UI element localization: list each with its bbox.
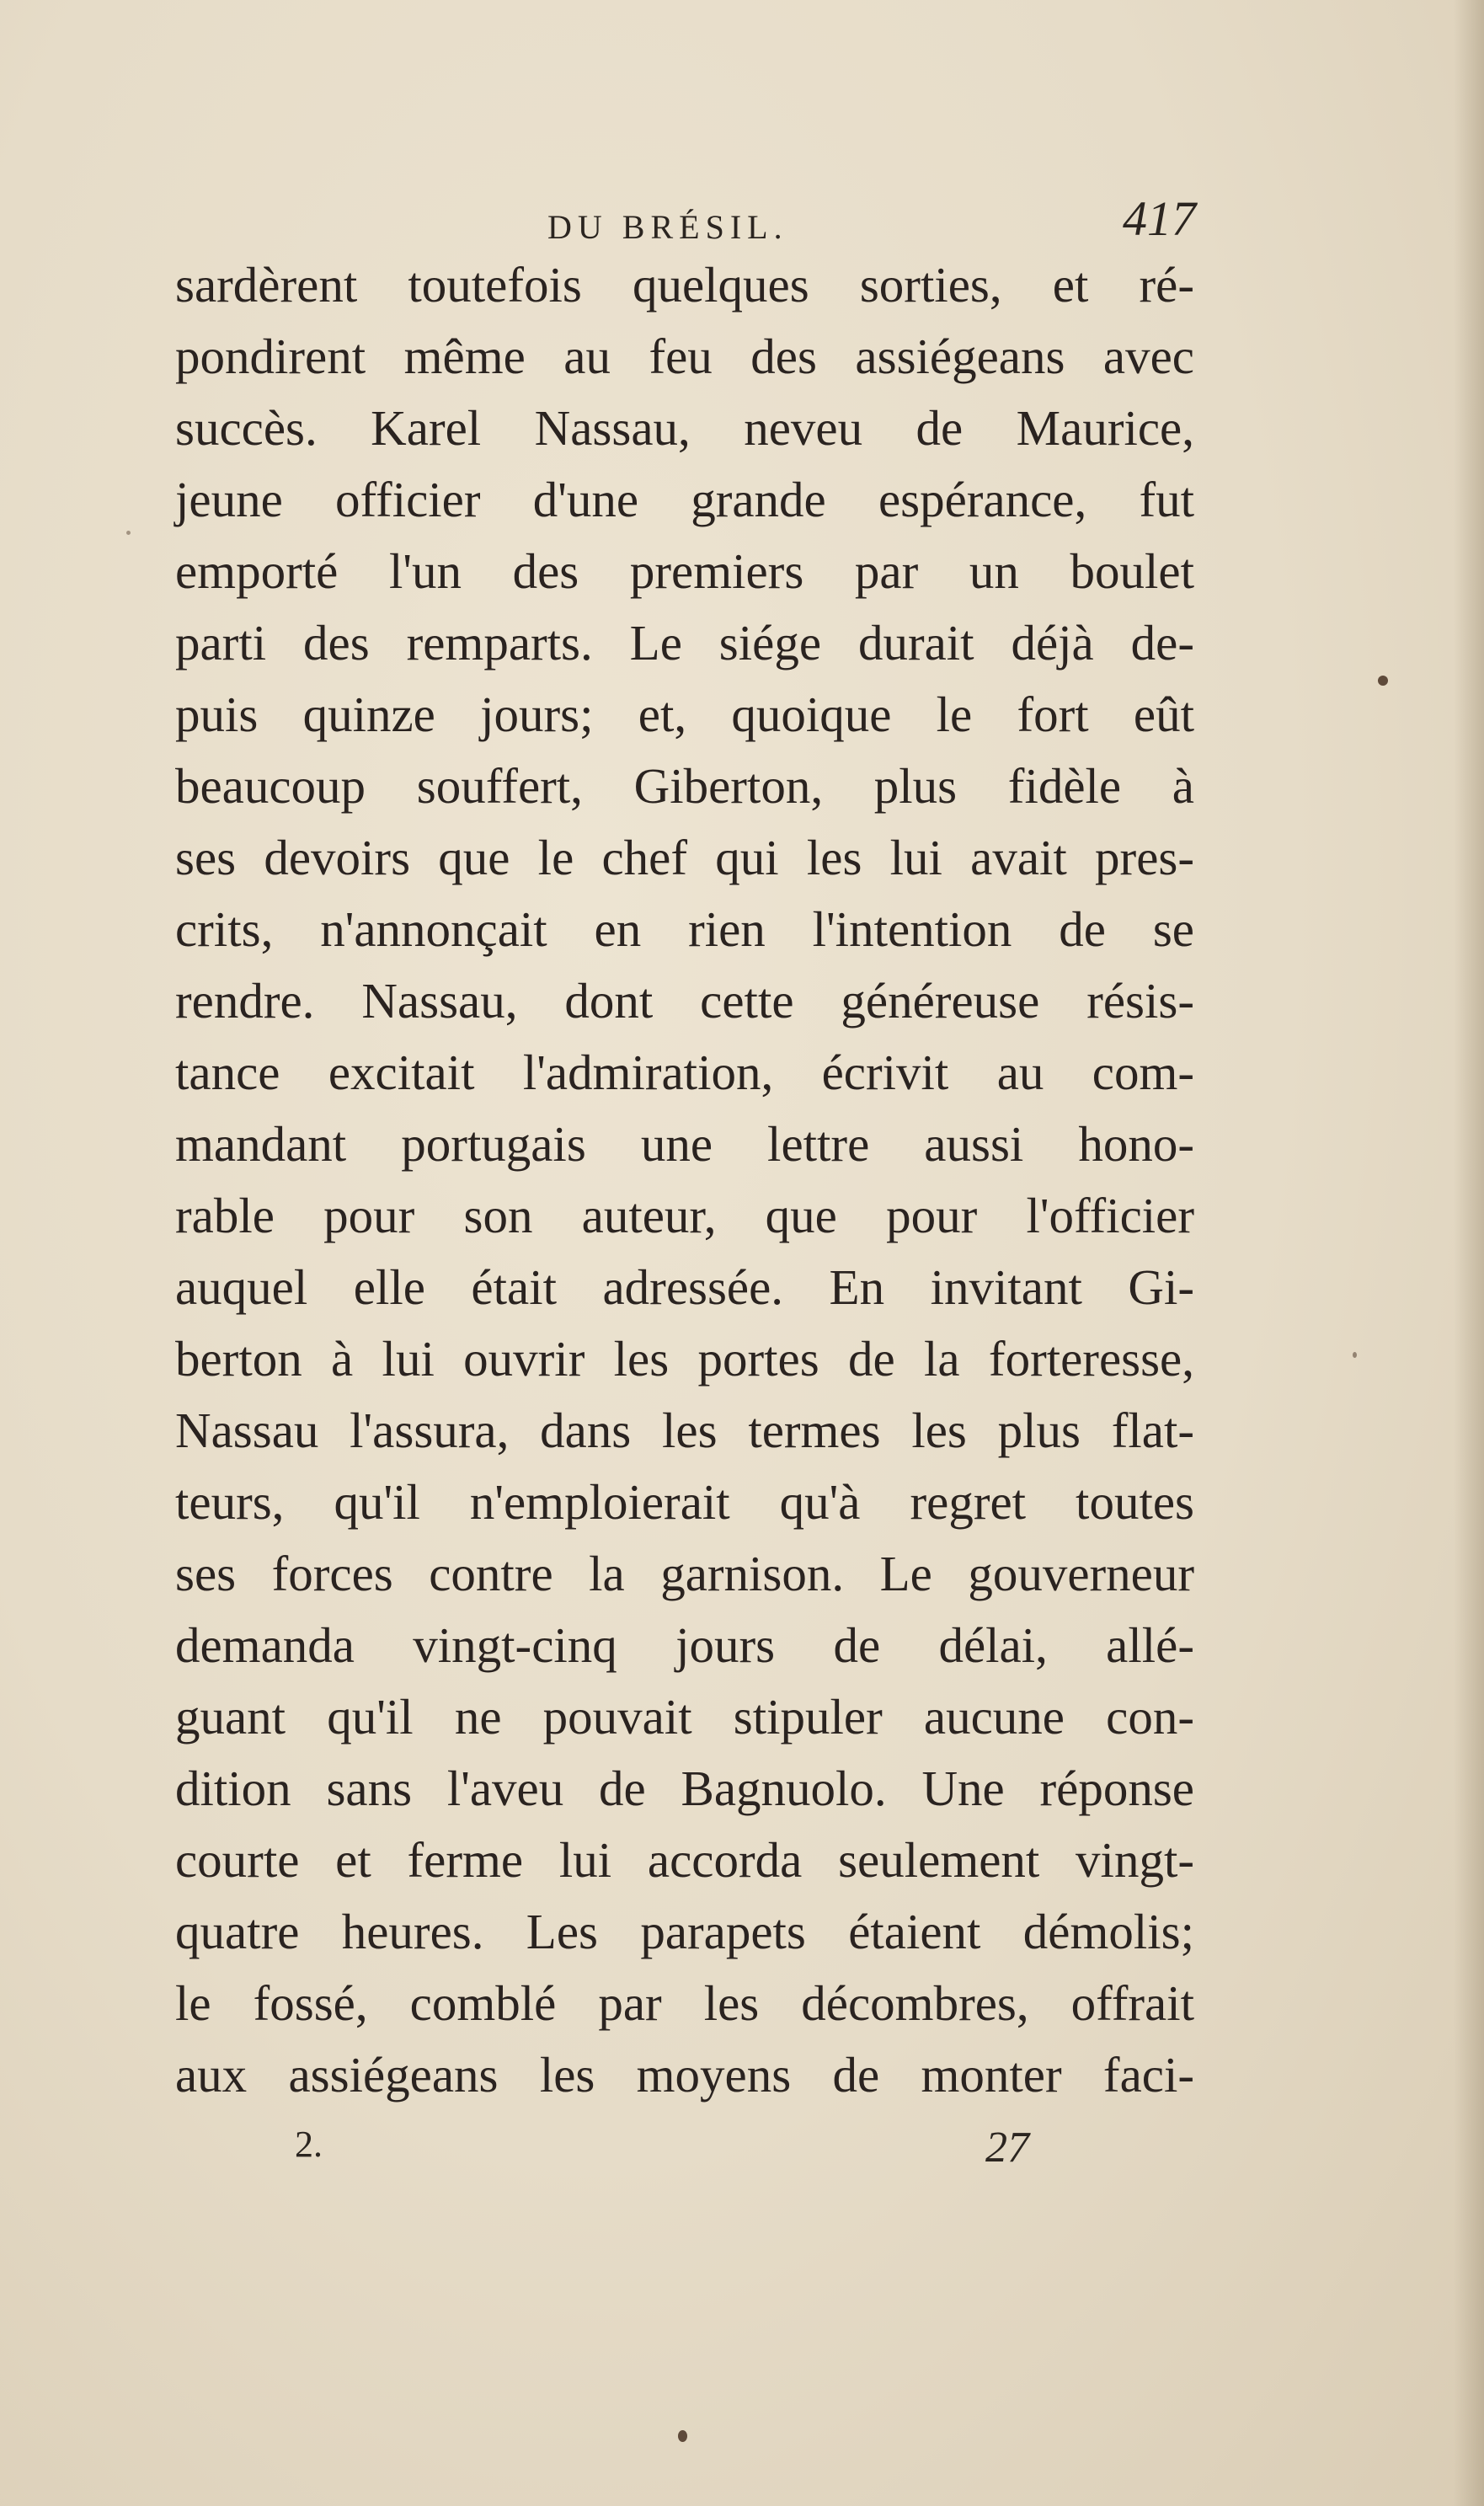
text-line: berton à lui ouvrir les portes de la forteresse, [175, 1331, 1194, 1387]
text-line: crits, n'annonçait en rien l'intention de se [175, 901, 1194, 957]
text-line: ses devoirs que le chef qui les lui avait pres- [175, 830, 1194, 885]
text-line: quatre heures. Les parapets étaient démolis; [175, 1904, 1194, 1959]
text-line: mandant portugais une lettre aussi hono- [175, 1116, 1194, 1172]
text-line: emporté l'un des premiers par un boulet [175, 543, 1194, 599]
text-line: demanda vingt-cinq jours de délai, allé- [175, 1617, 1194, 1673]
text-line: tance excitait l'admiration, écrivit au com- [175, 1045, 1194, 1100]
page-edge-shadow [1454, 0, 1484, 2506]
text-line: beaucoup souffert, Giberton, plus fidèle à [175, 758, 1194, 814]
paper-speck [678, 2430, 687, 2442]
running-title: DU BRÉSIL. [547, 208, 788, 246]
text-line: auquel elle était adressée. En invitant Gi- [175, 1259, 1194, 1315]
text-line: teurs, qu'il n'emploierait qu'à regret toutes [175, 1474, 1194, 1530]
text-line: pondirent même au feu des assiégeans avec [175, 329, 1194, 384]
text-line: le fossé, comblé par les décombres, offrait [175, 1975, 1194, 2031]
text-line: Nassau l'assura, dans les termes les plus flat- [175, 1403, 1194, 1458]
text-line: puis quinze jours; et, quoique le fort eût [175, 687, 1194, 742]
text-line: ses forces contre la garnison. Le gouverneur [175, 1546, 1194, 1601]
body-text [175, 249, 1194, 2111]
text-line: succès. Karel Nassau, neveu de Maurice, [175, 400, 1194, 456]
signature-mark: 2. [295, 2124, 323, 2165]
page-number: 417 [1123, 191, 1196, 246]
page-footer [295, 2123, 1053, 2190]
text-line: rendre. Nassau, dont cette généreuse résis- [175, 973, 1194, 1029]
paper-speck [126, 531, 131, 535]
text-line: courte et ferme lui accorda seulement vingt- [175, 1832, 1194, 1888]
text-line: guant qu'il ne pouvait stipuler aucune con- [175, 1689, 1194, 1745]
paper-speck [1378, 676, 1388, 686]
text-line: rable pour son auteur, que pour l'officier [175, 1188, 1194, 1243]
text-line: aux assiégeans les moyens de monter faci- [175, 2047, 1194, 2103]
paper-speck [1353, 1352, 1357, 1358]
text-line: sardèrent toutefois quelques sorties, et ré- [175, 257, 1194, 313]
gathering-mark: 27 [985, 2124, 1029, 2172]
text-line: jeune officier d'une grande espérance, fut [175, 472, 1194, 527]
page-header [177, 184, 1196, 251]
text-line: parti des remparts. Le siége durait déjà de- [175, 615, 1194, 671]
text-line: dition sans l'aveu de Bagnuolo. Une réponse [175, 1761, 1194, 1816]
